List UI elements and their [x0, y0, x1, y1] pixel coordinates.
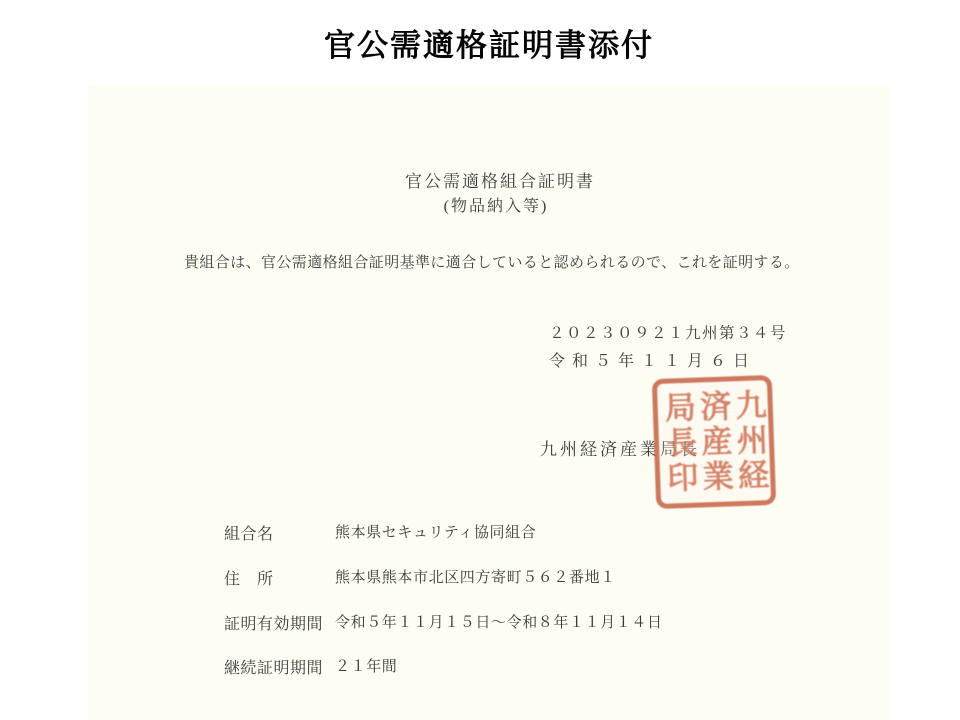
field-value: 熊本県熊本市北区四方寄町５６２番地１	[335, 570, 616, 586]
field-value: 熊本県セキュリティ協同組合	[335, 525, 537, 541]
certificate-number: ２０２３０９２１九州第３４号	[549, 325, 788, 342]
seal-column: 九州経	[729, 387, 769, 494]
certificate-body-text: 貴組合は、官公需適格組合証明基準に適合していると認められるので、これを証明する。	[184, 255, 800, 271]
field-label: 継続証明期間	[224, 660, 324, 677]
seal-column: 局長印	[659, 390, 698, 497]
field-label: 組合名	[224, 526, 274, 543]
field-value: ２１年間	[335, 659, 398, 675]
field-label: 証明有効期間	[224, 616, 324, 633]
certificate-subtitle: (物品納入等)	[443, 198, 549, 215]
issuer-name: 九州経済産業局長	[540, 440, 700, 459]
field-value: 令和５年１１月１５日～令和８年１１月１４日	[335, 615, 663, 631]
seal-column: 済産業	[694, 388, 734, 496]
issue-date: 令和５年１１月６日	[549, 353, 757, 370]
page-title: 官公需適格証明書添付	[324, 28, 654, 63]
field-label: 住 所	[224, 571, 274, 588]
official-seal	[652, 375, 776, 509]
certificate-title: 官公需適格組合証明書	[405, 172, 595, 191]
certificate-scan	[88, 85, 890, 720]
